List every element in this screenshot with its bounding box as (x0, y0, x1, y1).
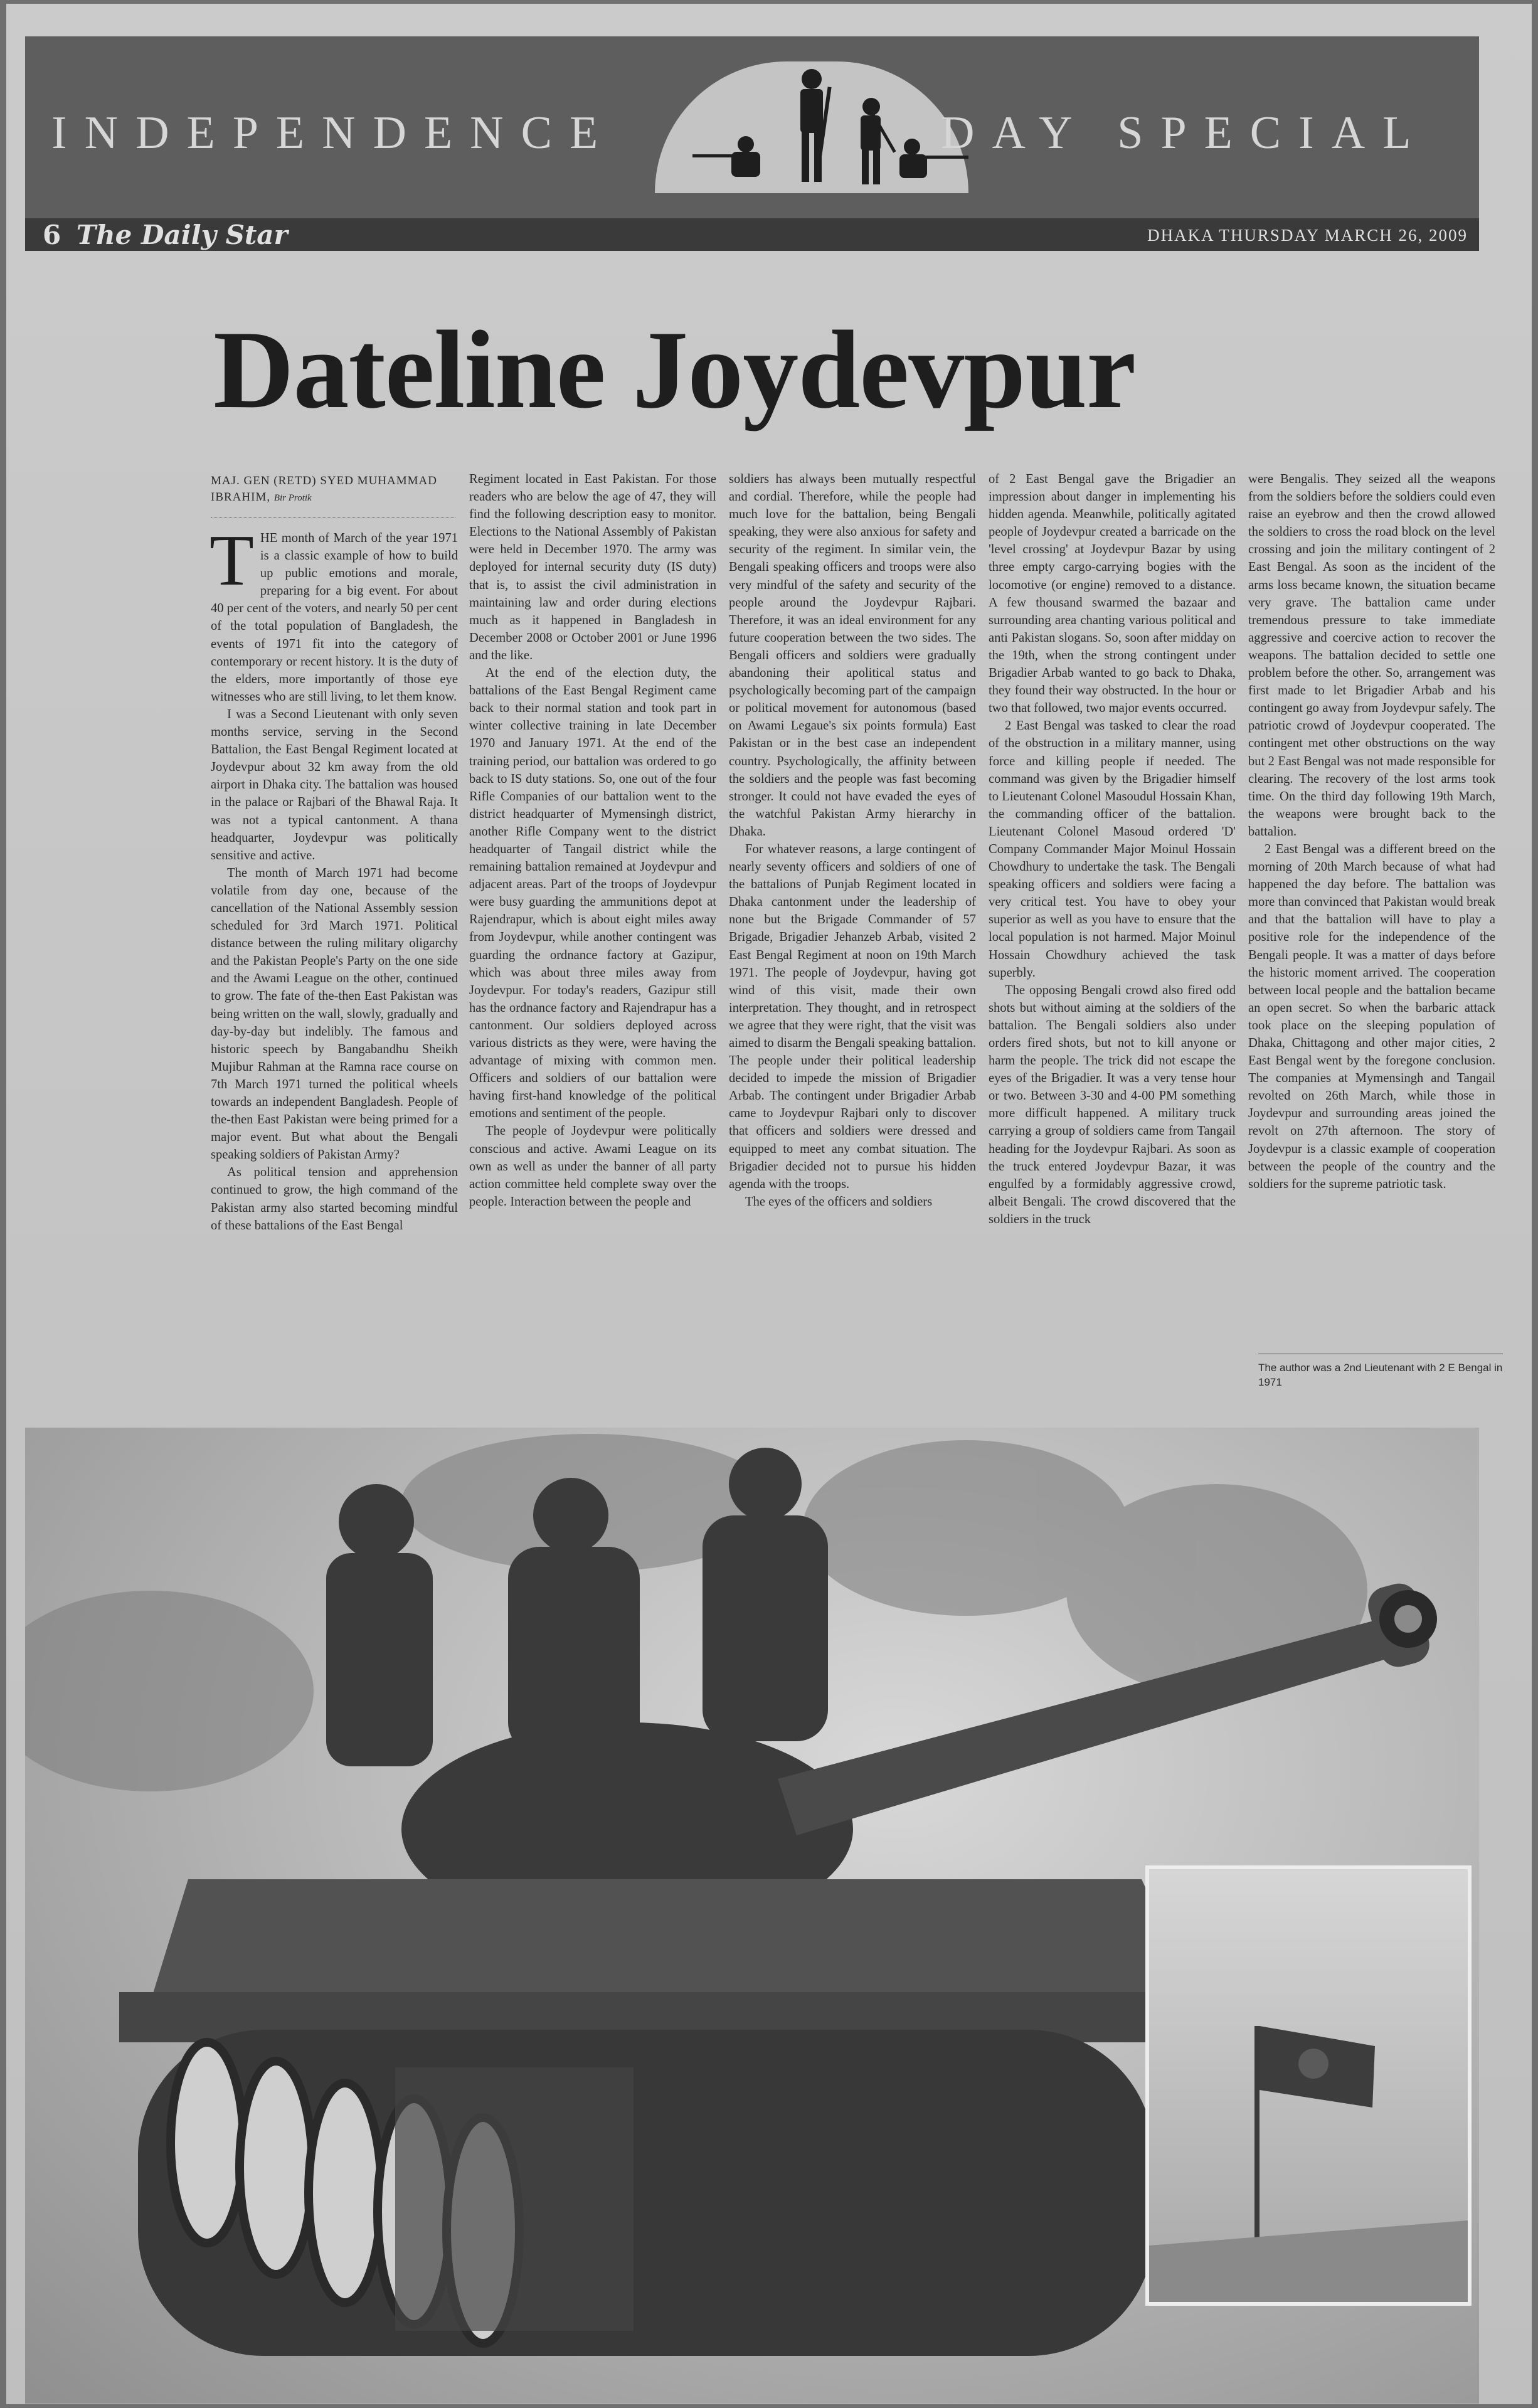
paragraph (209, 521, 458, 706)
soldiers-silhouette-graphic (655, 61, 968, 193)
paragraph-text: HE month of March of the year 1971 is a classic example of how to build up public emotions and morale, preparing for a big event. For about 40 per cent of the voters, and nearly 50 per cent of the total population of Bangladesh, the events of 1971 fit into the category of contemporary or recent history. It is the duty of the elders, more importantly of those eye witnesses who are still living, to let them know. (211, 531, 458, 704)
paper-name: The Daily Star (76, 220, 288, 250)
paragraph: The eyes of the officers and soldiers (745, 1194, 933, 1209)
article-column-1 (209, 521, 458, 1234)
byline-author: MAJ. GEN (RETD) SYED MUHAMMAD IBRAHIM, (211, 474, 437, 504)
masthead (43, 220, 288, 250)
article-column-4 (989, 470, 1236, 1228)
article-headline: Dateline Joydevpur (213, 307, 1136, 432)
banner-left-word: INDEPENDENCE (51, 107, 616, 159)
paragraph: Regiment located in East Pakistan. For those readers who are below the age of 47, they will find the following description easy to monitor. Elections to the National Assembly of Pakistan were held in December 1970. The army was deployed for internal security duty (IS duty) that is, to assist the civil administration in maintaining law and order during elections much as it happened in Bangladesh in December 2008 or October 2001 or June 1996 and the like. (469, 472, 716, 662)
soldiers-silhouette-icon (655, 61, 968, 193)
paragraph: 2 East Bengal was tasked to clear the road of the obstruction in a military manner, using force and killing people if needed. The command was given by the Brigadier himself to Lieutenant Colonel Masoudul Hossain Khan, the commanding officer of the battalion. Lieutenant Colonel Masoud ordered 'D' Company Commander Major Moinul Hossain Chowdhury to undertake the task. The Bengali speaking officers and soldiers were facing a very critical test. You have to obey your superior as well as you have to ensure that the local population is not harmed. Major Moinul Hossain Chowdhury achieved the task superbly. (989, 719, 1236, 980)
flag-illustration (1149, 1869, 1468, 2302)
article-column-5 (1248, 470, 1495, 1193)
flag-on-pole-photo (1145, 1865, 1472, 2306)
paragraph: 2 East Bengal was a different breed on the morning of 20th March because of what had happened the day before. The battalion was more than convinced that Pakistan would break and that the battalion will have to play a positive role for the independence of the Bengali people. It was a matter of days before the historic moment arrived. The cooperation between local people and the battalion became an open secret. So when the barbaric attack took place on the sleeping population of Dhaka, Chittagong and other major cities, 2 East Bengal went by the foregone conclusion. The companies at Mymensingh and Tangail revolted on 26th March, while those in Joydevpur and surrounding areas joined the revolt on 27th afternoon. The story of Joydevpur is a classic example of cooperation between the people of the country and the soldiers for the supreme patriotic task. (1248, 842, 1495, 1191)
paragraph: were Bengalis. They seized all the weapons from the soldiers before the soldiers could even raise an eyebrow and then the crowd allowed the soldiers to cross the road block on the level crossing and join the military contingent of 2 East Bengal. As soon as the incident of the arms loss became known, the situation became very grave. The battalion came under tremendous pressure to take immediate aggressive and coercive action to recover the weapons. The battalion decided to settle one problem before the other. So, arrangement was first made to let Brigadier Arbab and his contingent go away from Joydevpur safely. The patriotic crowd of Joydevpur cooperated. The contingent met other obstructions on the way but 2 East Bengal was not made responsible for clearing. The recovery of the lost arms took time. On the third day following 19th March, the weapons were brought back to the battalion. (1248, 472, 1495, 839)
paragraph: As political tension and apprehension continued to grow, the high command of the Pakistan army also started becoming mindful of these battalions of the East Bengal (211, 1165, 458, 1233)
paragraph: At the end of the election duty, the battalions of the East Bengal Regiment came back to their normal station and took part in winter collective training in late December 1970 and January 1971. At the end of the training period, our battalion was ordered to go back to IS duty stations. So, one out of the four Rifle Companies of our battalion went to the district headquarter of Mymensingh district, another Rifle Company went to the district headquarter of Tangail district while the remaining battalion remained at Joydevpur and adjacent areas. Part of the troops of Joydevpur were busy guarding the ammunitions depot at Rajendrapur, which is about eight miles away from Joydevpur, while another contingent was guarding the ordnance factory at Gazipur, which was about three miles away from Joydevpur. For today's readers, Gazipur still has the ordnance factory and Rajendrapur has a cantonment. Our soldiers deployed across various districts as they were, were having the advantage of mixing with common men. Officers and soldiers of our battalion were having first-hand knowledge of the political emotions and sentiment of the people. (469, 666, 716, 1121)
paragraph: The people of Joydevpur were politically conscious and active. Awami League on its own as well as under the banner of all party action committee held complete sway over the people. Interaction between the people and (469, 1124, 716, 1209)
byline-award: Bir Protik (273, 493, 312, 503)
banner-right-word: DAY SPECIAL (941, 107, 1429, 159)
page-number: 6 (43, 220, 61, 250)
author-note: The author was a 2nd Lieutenant with 2 E Bengal in 1971 (1258, 1354, 1503, 1389)
paragraph: The month of March 1971 had become volatile from day one, because of the cancellation of the National Assembly session scheduled for 3rd March 1971. Political distance between the ruling military oligarchy and the Pakistan People's Party on the one side and the Awami League on the other, continued to grow. The fate of the-then East Pakistan was being written on the wall, slowly, gradually and day-by-day but indelibly. The famous and historic speech by Bangabandhu Sheikh Mujibur Rahman at the Ramna race course on 7th March 1971 turned the political wheels towards an independent Bangladesh. People of the-then East Pakistan were being primed for a major event. But what about the Bengali speaking soldiers of Pakistan Army? (211, 866, 458, 1162)
paragraph: soldiers has always been mutually respectful and cordial. Therefore, while the people had much love for the battalion, being Bengali speaking, they were also anxious for safety and security of the regiment. In similar vein, the Bengali speaking officers and troops were also very mindful of the safety and security of the people around the Joydevpur Rajbari. Therefore, it was an ideal environment for any future cooperation between the two sides. The Bengali officers and soldiers were gradually abandoning their apolitical status and psychologically becoming part of the campaign or political movement for autonomous (based on Awami Legaue's six points formula) East Pakistan or in the best case an independent country. Psychologically, the affinity between the soldiers and the people was fast becoming stronger. It could not have evaded the eyes of the watchful Pakistan Army hierarchy in Dhaka. (729, 472, 976, 839)
byline (211, 473, 455, 506)
paragraph: The opposing Bengali crowd also fired odd shots but without aiming at the soldiers of the battalion. The Bengali soldiers also under orders fired shots, but not to kill anyone or harm the people. The trick did not escape the eyes of the Brigadier. It was a very tense hour or two. Between 3-30 and 4-00 PM something more difficult happened. A military truck carrying a group of soldiers came from Tangail heading for the Joydevpur Rajbari. As soon as the truck entered Joydevpur Bazar, it was engulfed by a formidably aggressive crowd, albeit Bengali. The crowd discovered that the soldiers in the truck (989, 983, 1236, 1226)
dateline: DHAKA THURSDAY MARCH 26, 2009 (1147, 226, 1468, 245)
newspaper-page (6, 4, 1532, 2404)
paragraph: I was a Second Lieutenant with only seven months service, serving in the Second Battalion, the East Bengal Regiment located at Joydevpur about 32 km away from the old airport in Dhaka city. The battalion was housed in the palace or Rajbari of the Bhawal Raja. It was not a typical cantonment. A thana headquarter, Joydevpur was politically sensitive and active. (211, 707, 458, 862)
drop-cap: T (209, 521, 254, 601)
section-banner (25, 36, 1479, 251)
article-column-3 (729, 470, 976, 1211)
paragraph: of 2 East Bengal gave the Brigadier an impression about danger in implementing his hidden agenda. Meanwhile, politically agitated people of Joydevpur created a barricade on the 'level crossing' at Joydevpur Bazar by using three empty cargo-carrying bogies with the locomotive (or engine) removed to a distance. A few thousand swarmed the bazaar and surrounding area chanting various political and anti Pakistan slogans. So, soon after midday on the 19th, when the strong contingent under Brigadier Arbab wanted to go back to Dhaka, they found their way obstructed. In the hour or two that followed, two major events occurred. (989, 472, 1236, 716)
article-column-2 (469, 470, 716, 1211)
paragraph: For whatever reasons, a large contingent of nearly seventy officers and soldiers of one of the battalions of Punjab Regiment located in Dhaka cantonment under the leadership of none but the Brigade Commander of 57 Brigade, Brigadier Jehanzeb Arbab, visited 2 East Bengal Regiment at noon on 19th March 1971. The people of Joydevpur, having got wind of this visit, made their own interpretation. They thought, and in retrospect we agree that they were right, that the visit was aimed to disarm the Bengali speaking battalion. The people under their political leadership decided to impede the mission of Brigadier Arbab. The contingent under Brigadier Arbab came to Joydevpur Rajbari only to discover that officers and soldiers were dressed and equipped to meet any combat situation. The Brigadier decided not to pursue his hidden agenda with the troops. (729, 842, 976, 1191)
